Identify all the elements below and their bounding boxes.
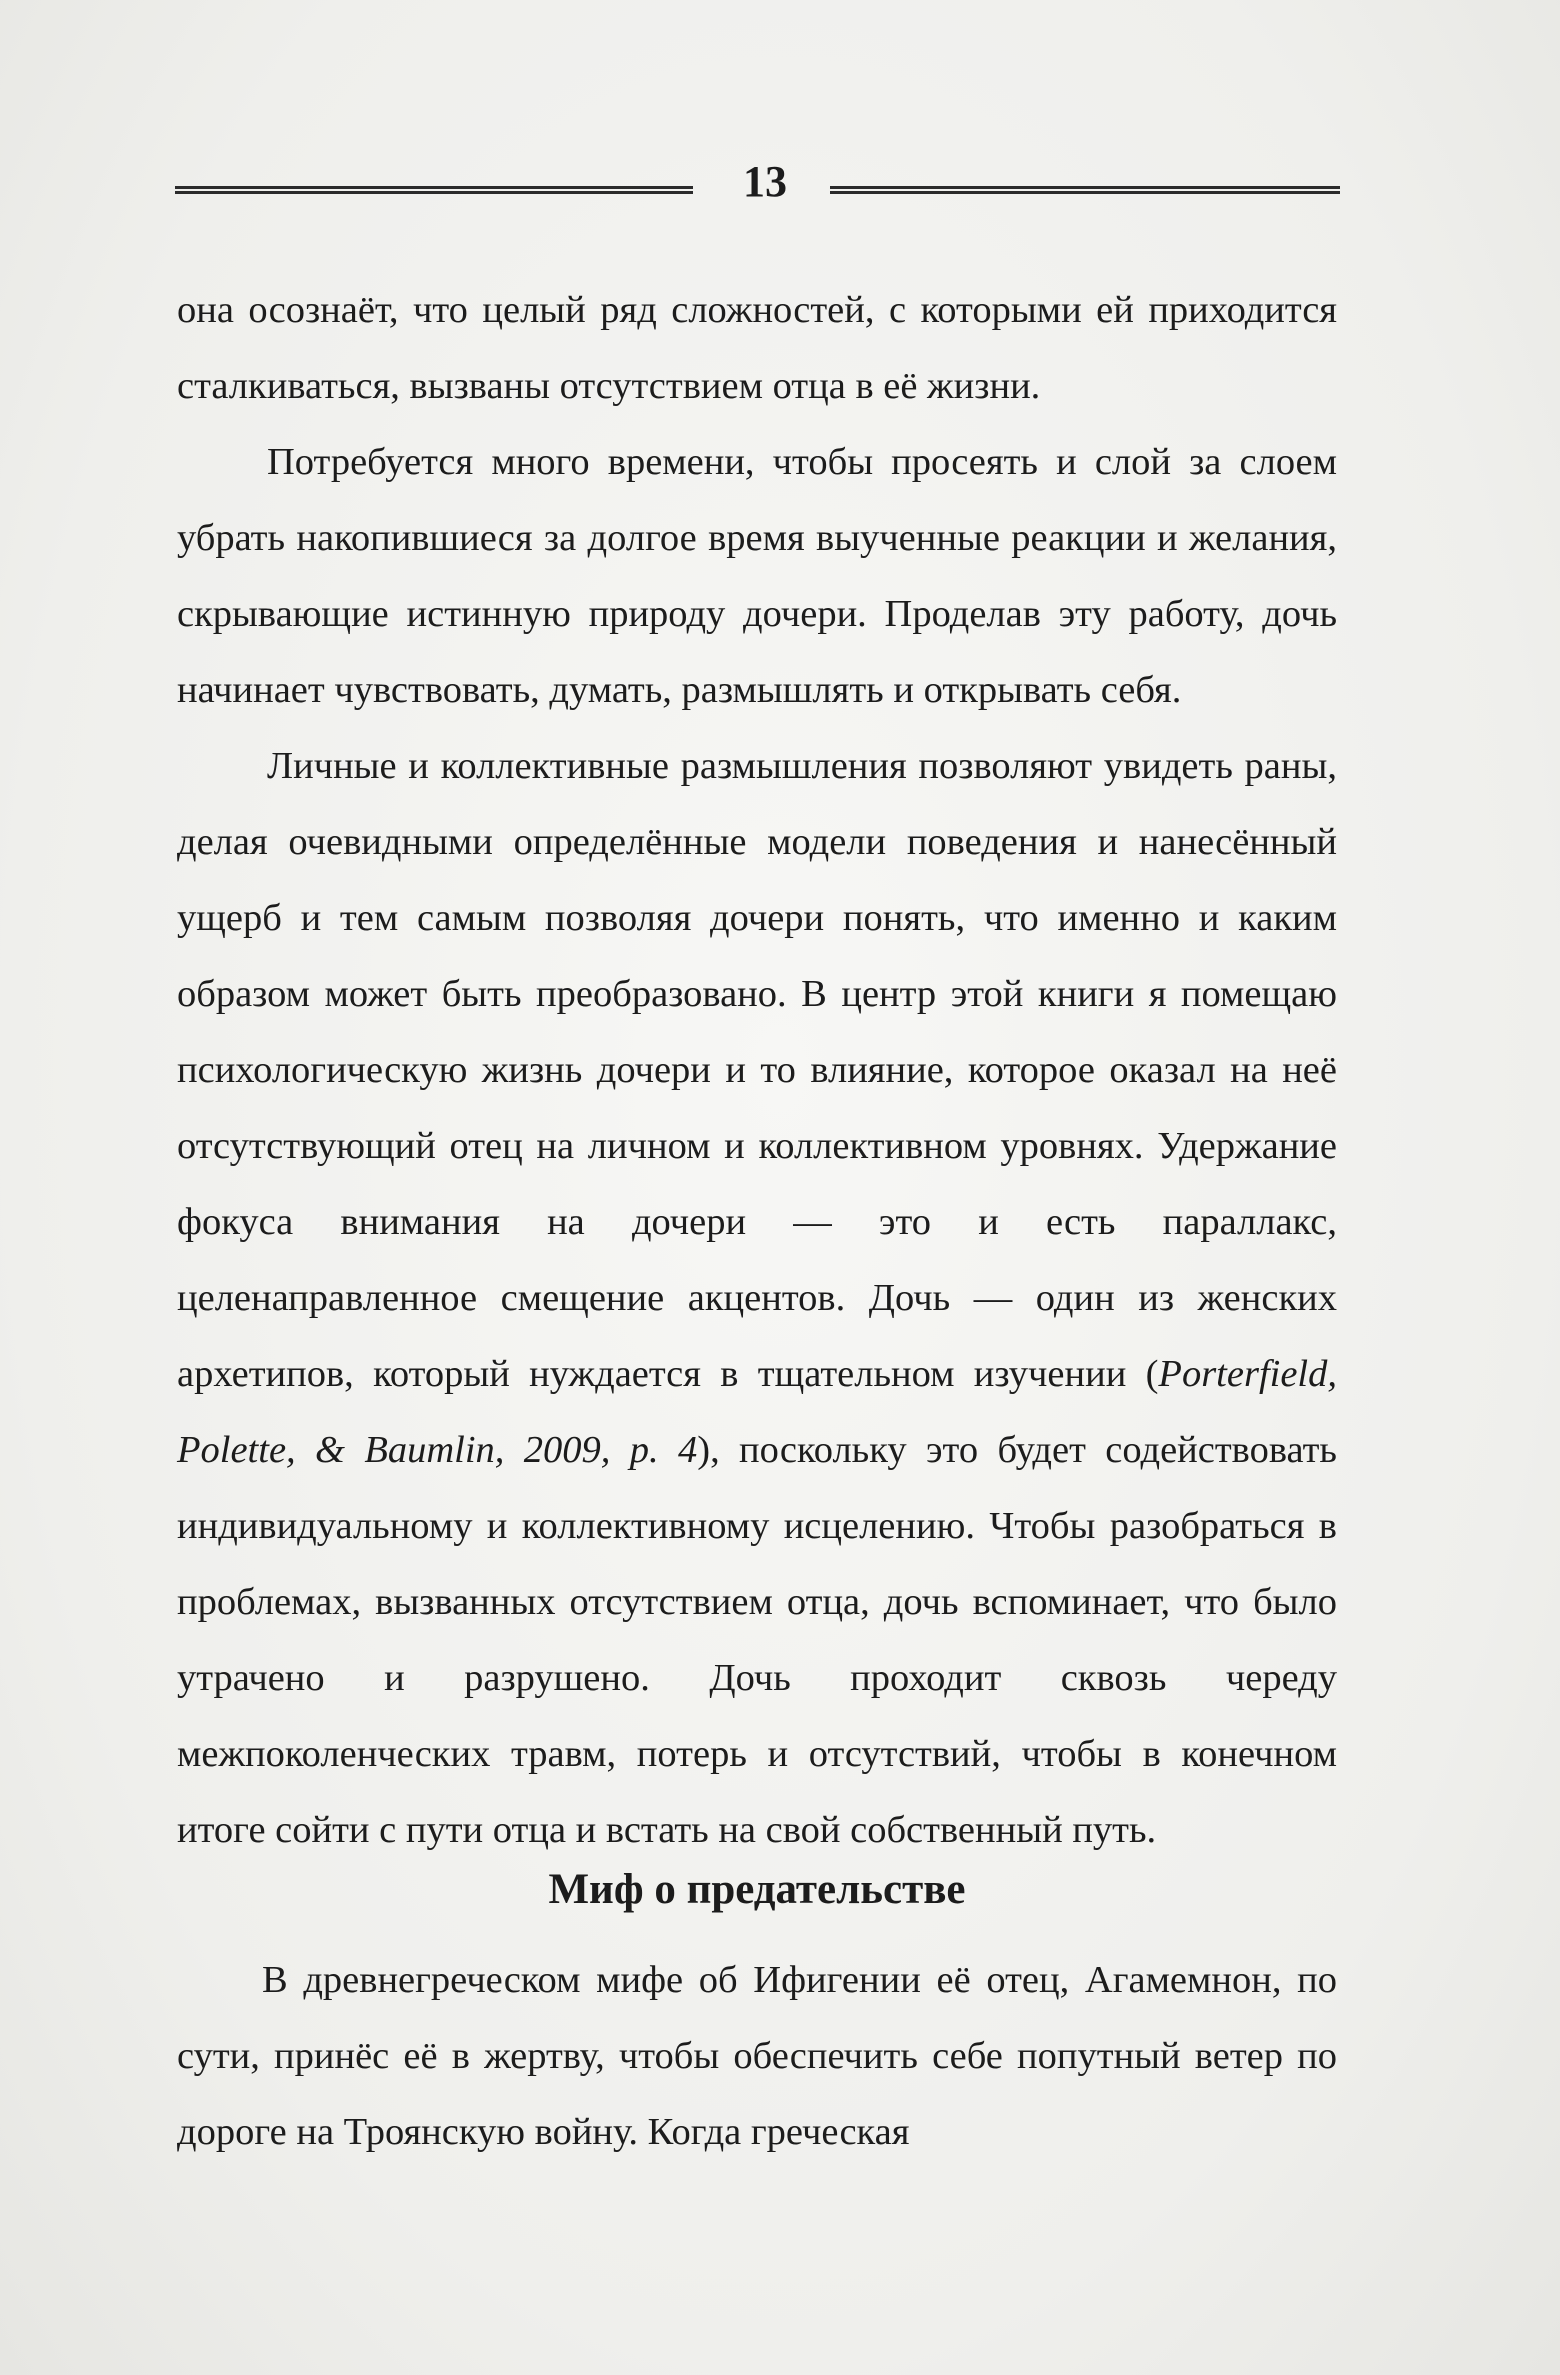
- paragraph-continuation: она осознаёт, что целый ряд сложностей, с которыми ей приходится сталкиваться, вызваны отсутствием отца в её жизни.: [177, 289, 1337, 407]
- paragraph-time: Потребуется много времени, чтобы просеять и слой за слоем убрать накопившиеся за долгое время выученные реакции и желания, скрывающие истинную природу дочери. Проделав эту работу, дочь начинает чувствовать, думать, размышлять и открывать себя.: [177, 441, 1337, 711]
- header-rule-left: [175, 186, 693, 200]
- main-text: [177, 272, 1337, 1868]
- header-rule-right: [830, 186, 1340, 200]
- page-header: [175, 148, 1340, 218]
- page-number: 13: [743, 157, 787, 206]
- section-title: Миф о предательстве: [548, 1866, 966, 1913]
- paragraph-reflection: [177, 728, 1337, 1868]
- paragraph-iphigenia: В древнегреческом мифе об Ифигении её отец, Агамемнон, по сути, принёс её в жертву, чтобы обеспечить себе попутный ветер по дороге на Троянскую войну. Когда греческая: [177, 1959, 1337, 2153]
- paragraph-reflection-tail: ), поскольку это будет содействовать индивидуальному и коллективному исцелению. Чтобы разобраться в проблемах, вызванных отсутствием отца, дочь вспоминает, что было утрачено и разрушено. Дочь проходит сквозь череду межпоколенческих травм, потерь и отсутствий, чтобы в конечном итоге сойти с пути отца и встать на свой собственный путь.: [177, 1429, 1337, 1851]
- paragraph-reflection-text: Личные и коллективные размышления позволяют увидеть раны, делая очевидными определённые модели поведения и нанесённый ущерб и тем самым позволяя дочери понять, что именно и каким образом может быть преобразовано. В центр этой книги я помещаю психологическую жизнь дочери и то влияние, которое оказал на неё отсутствующий отец на личном и коллективном уровнях. Удержание фокуса внимания на дочери — это и есть параллакс, целенаправленное смещение акцентов. Дочь — один из женских архетипов, который нуждается в тщательном изучении (: [177, 745, 1337, 1395]
- section-text: [177, 1942, 1337, 2170]
- citation: Porterfield, Polette, & Baumlin, 2009, p. 4: [177, 1353, 1337, 1471]
